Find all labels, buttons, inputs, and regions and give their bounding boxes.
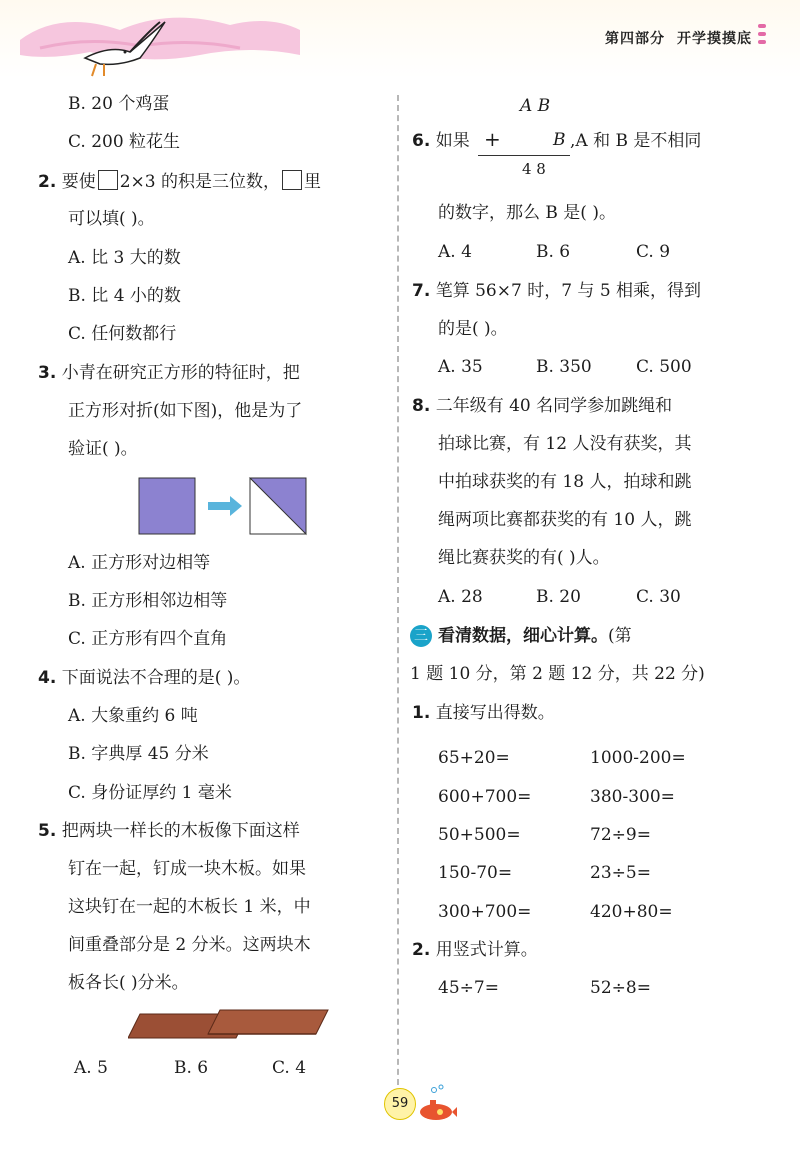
- q7-line2: 的是( )。: [438, 319, 508, 339]
- s1-line: [412, 702, 555, 724]
- blank-box: [98, 170, 118, 190]
- s2-title: 用竖式计算。: [435, 940, 538, 960]
- q8-line4: 绳两项比赛都获奖的有 10 人，跳: [438, 510, 692, 530]
- s2-calc-a: 45÷7=: [438, 978, 499, 998]
- q2-text-b: 2×3 的积是三位数，: [119, 172, 280, 192]
- s2-calc-b: 52÷8=: [590, 978, 651, 998]
- q5-line1: [38, 820, 300, 842]
- q6-option-b: B. 6: [536, 242, 571, 262]
- blank-box: [282, 170, 302, 190]
- q3-text1: 小青在研究正方形的特征时，把: [61, 363, 300, 383]
- q7-option-c: C. 500: [636, 357, 692, 377]
- q5-text1: 把两块一样长的木板像下面这样: [61, 821, 300, 841]
- q6-post: ,A 和 B 是不相同: [570, 131, 702, 151]
- q5-line2: 钉在一起，钉成一块木板。如果: [68, 859, 306, 879]
- q2-option-c: C. 任何数都行: [68, 324, 177, 344]
- calc-2-2: 380-300=: [590, 787, 675, 807]
- calc-5-1: 300+700=: [438, 902, 532, 922]
- q5-option-b: B. 6: [174, 1058, 209, 1078]
- q6-number: 6.: [412, 131, 431, 151]
- calc-3-1: 50+500=: [438, 825, 521, 845]
- calc-2-1: 600+700=: [438, 787, 532, 807]
- q6-option-a: A. 4: [438, 242, 472, 262]
- q2-text-a: 要使: [61, 172, 96, 192]
- submarine-icon: [414, 1084, 458, 1124]
- q4-line1: [38, 667, 250, 689]
- q6-plus-sign: +: [484, 127, 501, 151]
- q1-option-b: B. 20 个鸡蛋: [68, 94, 170, 114]
- q7-text1: 笔算 56×7 时，7 与 5 相乘，得到: [435, 281, 702, 301]
- section-title: 看清数据，细心计算。: [438, 626, 608, 646]
- q4-number: 4.: [38, 668, 57, 688]
- q5-line5: 板各长( )分米。: [68, 973, 189, 993]
- q8-option-a: A. 28: [438, 587, 483, 607]
- calc-1-2: 1000-200=: [590, 748, 686, 768]
- s2-number: 2.: [412, 940, 431, 960]
- q6-line1: [412, 130, 470, 152]
- q8-line5: 绳比赛获奖的有( )人。: [438, 548, 610, 568]
- s1-title: 直接写出得数。: [435, 703, 555, 723]
- square-fold-figure: [138, 477, 318, 537]
- section-note1: (第: [608, 626, 632, 646]
- q5-line4: 间重叠部分是 2 分米。这两块木: [68, 935, 311, 955]
- q7-option-a: A. 35: [438, 357, 483, 377]
- q3-line1: [38, 362, 300, 384]
- s2-line: [412, 939, 538, 961]
- q7-line1: [412, 280, 701, 302]
- arrow-icon: [208, 496, 242, 516]
- calc-4-1: 150-70=: [438, 863, 513, 883]
- q8-text1: 二年级有 40 名同学参加跳绳和: [435, 396, 673, 416]
- q3-line3: 验证( )。: [68, 439, 138, 459]
- column-divider: [397, 95, 399, 1095]
- q7-option-b: B. 350: [536, 357, 592, 377]
- q6-vertical-b: B: [553, 130, 566, 150]
- q6-line2: 的数字，那么 B 是( )。: [438, 203, 616, 223]
- calc-5-2: 420+80=: [590, 902, 673, 922]
- q3-number: 3.: [38, 363, 57, 383]
- q6-pre: 如果: [435, 131, 470, 151]
- header-title: [605, 28, 752, 48]
- q3-option-b: B. 正方形相邻边相等: [68, 591, 228, 611]
- q8-line2: 拍球比赛，有 12 人没有获奖，其: [438, 434, 692, 454]
- q5-number: 5.: [38, 821, 57, 841]
- q3-option-a: A. 正方形对边相等: [68, 553, 211, 573]
- section-note2: 1 题 10 分，第 2 题 12 分，共 22 分): [410, 664, 705, 684]
- q2-option-a: A. 比 3 大的数: [68, 248, 181, 268]
- q8-line1: [412, 395, 672, 417]
- q4-option-a: A. 大象重约 6 吨: [68, 706, 198, 726]
- page-number: 59: [384, 1088, 416, 1120]
- s1-number: 1.: [412, 703, 431, 723]
- q3-option-c: C. 正方形有四个直角: [68, 629, 228, 649]
- header-decoration: [0, 0, 320, 80]
- q4-option-b: B. 字典厚 45 分米: [68, 744, 209, 764]
- q5-option-a: A. 5: [74, 1058, 108, 1078]
- q6-option-c: C. 9: [636, 242, 671, 262]
- q2-number: 2.: [38, 172, 57, 192]
- q8-option-b: B. 20: [536, 587, 581, 607]
- q4-option-c: C. 身份证厚约 1 毫米: [68, 783, 232, 803]
- calc-3-2: 72÷9=: [590, 825, 651, 845]
- q8-number: 8.: [412, 396, 431, 416]
- q7-number: 7.: [412, 281, 431, 301]
- header-section: 开学摸摸底: [677, 31, 752, 47]
- header-mark-icon: [758, 24, 766, 48]
- q2-line2: 可以填( )。: [68, 209, 155, 229]
- q6-vertical-top: A B: [520, 96, 551, 116]
- header-part: 第四部分: [605, 31, 665, 47]
- q5-option-c: C. 4: [272, 1058, 307, 1078]
- q1-option-c: C. 200 粒花生: [68, 132, 181, 152]
- q2-stem: [38, 170, 321, 193]
- q6-result: 4 8: [522, 160, 546, 178]
- section-number-icon: 三: [410, 625, 432, 647]
- q5-line3: 这块钉在一起的木板长 1 米，中: [68, 897, 311, 917]
- calc-1-1: 65+20=: [438, 748, 510, 768]
- header-band: [0, 0, 800, 78]
- section-three-header: [410, 625, 632, 647]
- q8-option-c: C. 30: [636, 587, 681, 607]
- q6-rule: [478, 155, 570, 156]
- q4-text1: 下面说法不合理的是( )。: [61, 668, 251, 688]
- wood-board-figure: [128, 1008, 338, 1044]
- purple-square: [139, 478, 195, 534]
- q2-text-c: 里: [303, 172, 321, 192]
- q3-line2: 正方形对折(如下图)，他是为了: [68, 401, 303, 421]
- q2-option-b: B. 比 4 小的数: [68, 286, 181, 306]
- q8-line3: 中拍球获奖的有 18 人，拍球和跳: [438, 472, 692, 492]
- calc-4-2: 23÷5=: [590, 863, 651, 883]
